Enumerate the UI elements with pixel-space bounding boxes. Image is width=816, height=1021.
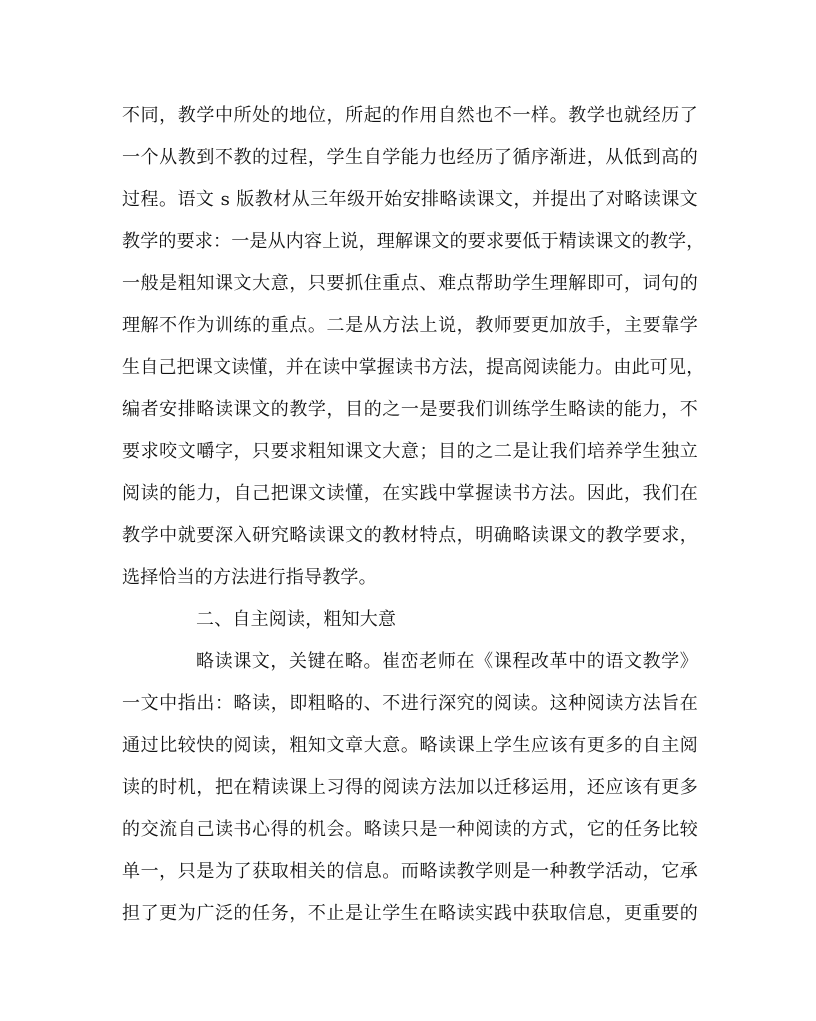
- text-line: 担了更为广泛的任务，不止是让学生在略读实践中获取信息，更重要的: [122, 903, 698, 924]
- text-line: 编者安排略读课文的教学，目的之一是要我们训练学生略读的能力，不: [122, 399, 698, 420]
- text-line: 一般是粗知课文大意，只要抓住重点、难点帮助学生理解即可，词句的: [122, 273, 698, 294]
- text-line: 不同，教学中所处的地位，所起的作用自然也不一样。教学也就经历了: [122, 105, 698, 126]
- text-line: 教学的要求：一是从内容上说，理解课文的要求要低于精读课文的教学，: [122, 231, 705, 252]
- text-line: 的交流自己读书心得的机会。略读只是一种阅读的方式，它的任务比较: [122, 819, 698, 840]
- text-line: 理解不作为训练的重点。二是从方法上说，教师要更加放手，主要靠学: [122, 315, 698, 336]
- text-line: 阅读的能力，自己把课文读懂，在实践中掌握读书方法。因此，我们在: [122, 483, 698, 504]
- text-line: 单一，只是为了获取相关的信息。而略读教学则是一种教学活动，它承: [122, 861, 698, 882]
- text-line: 一个从教到不教的过程，学生自学能力也经历了循序渐进，从低到高的: [122, 147, 698, 168]
- paragraph-first-line: 略读课文，关键在略。崔峦老师在《课程改革中的语文教学》: [196, 651, 698, 672]
- text-line: 一文中指出：略读，即粗略的、不进行深究的阅读。这种阅读方法旨在: [122, 693, 698, 714]
- text-line: 读的时机，把在精读课上习得的阅读方法加以迁移运用，还应该有更多: [122, 777, 698, 798]
- text-line: 教学中就要深入研究略读课文的教材特点，明确略读课文的教学要求，: [122, 525, 698, 546]
- text-line: 过程。语文 s 版教材从三年级开始安排略读课文，并提出了对略读课文: [122, 189, 698, 210]
- section-heading: 二、自主阅读，粗知大意: [196, 609, 397, 630]
- text-line: 生自己把课文读懂，并在读中掌握读书方法，提高阅读能力。由此可见，: [122, 357, 705, 378]
- text-line: 选择恰当的方法进行指导教学。: [122, 567, 377, 588]
- text-line: 通过比较快的阅读，粗知文章大意。略读课上学生应该有更多的自主阅: [122, 735, 698, 756]
- text-line: 要求咬文嚼字，只要求粗知课文大意；目的之二是让我们培养学生独立: [122, 441, 698, 462]
